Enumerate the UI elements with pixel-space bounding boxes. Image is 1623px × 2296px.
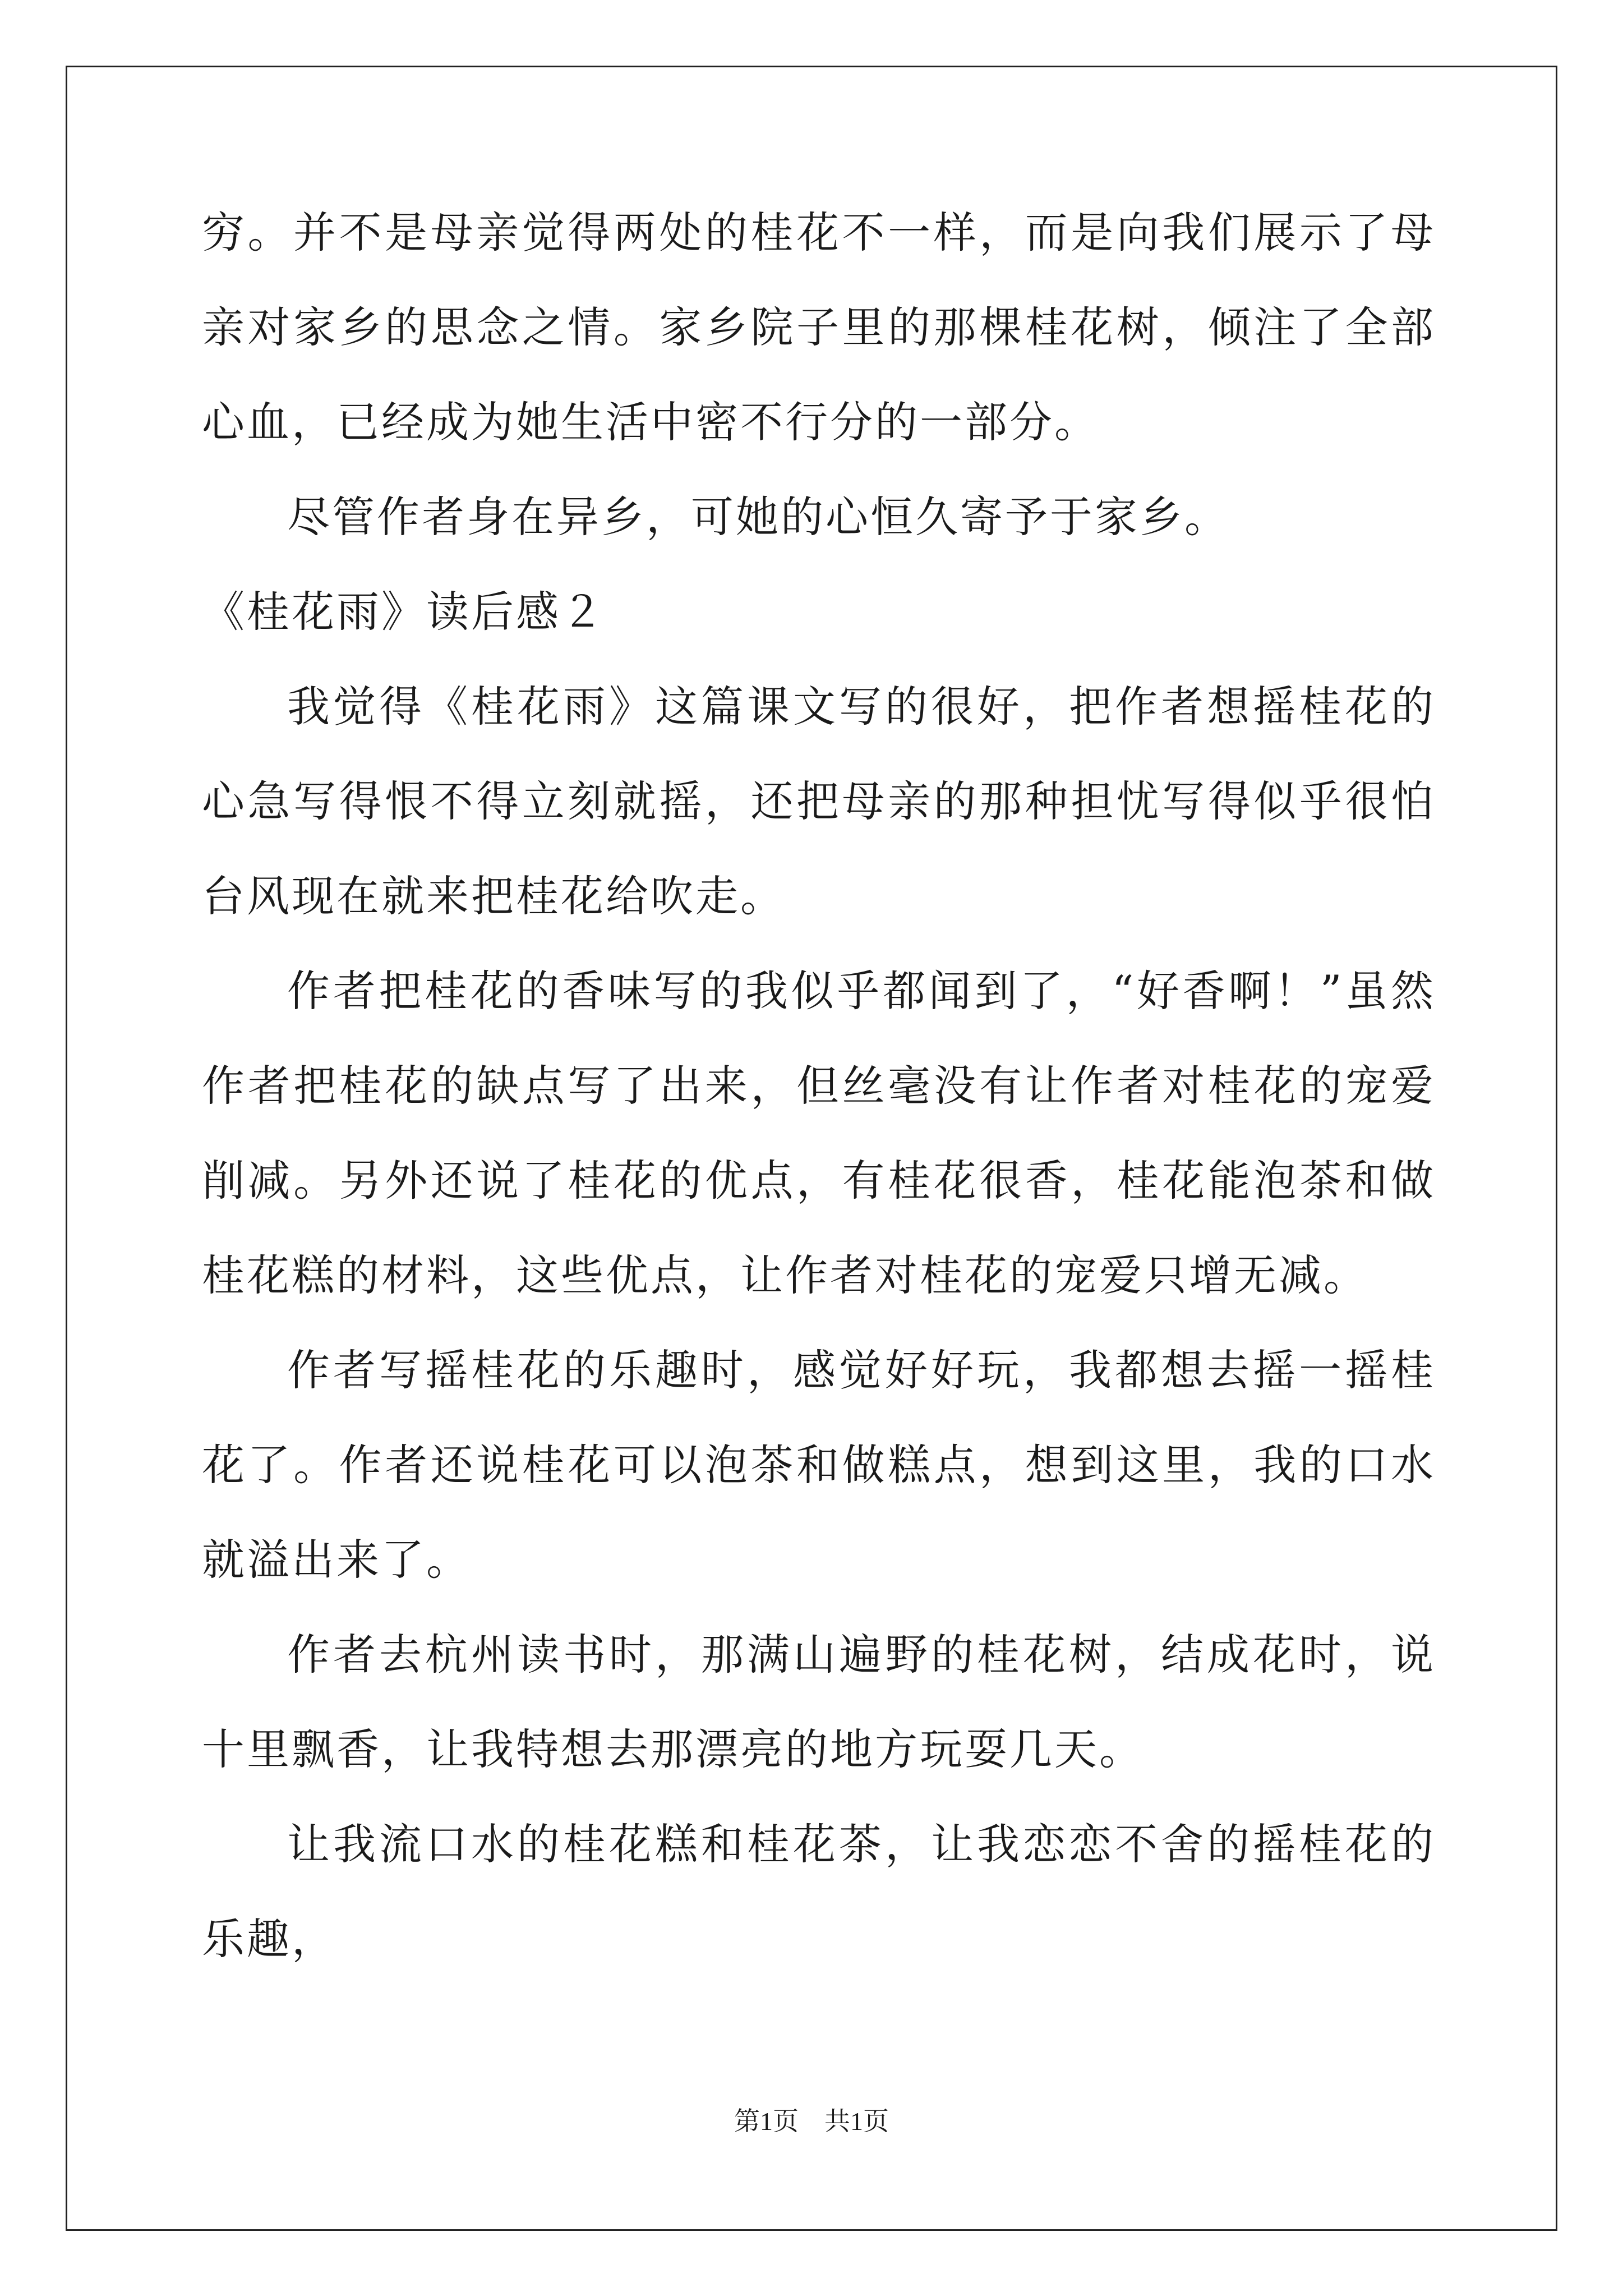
section-heading: 《桂花雨》读后感２ [202,587,606,637]
paragraph: 尽管作者身在异乡，可她的心恒久寄予于家乡。 [287,492,1229,542]
paragraph: 穷。并不是母亲觉得两处的桂花不一样，而是向我们展示了母亲对家乡的思念之情。家乡院子里的那棵桂花树，倾注了全部心血，已经成为她生活中密不行分的一部分。 [202,208,1436,447]
page-total: 共1页 [824,2107,889,2136]
paragraph: 我觉得《桂花雨》这篇课文写的很好，把作者想摇桂花的心急写得恨不得立刻就摇，还把母亲的那种担忧写得似乎很怕台风现在就来把桂花给吹走。 [202,682,1436,921]
page-number: 第1页 [734,2107,799,2136]
paragraph: 让我流口水的桂花糕和桂花茶，让我恋恋不舍的摇桂花的乐趣， [202,1819,1436,1964]
document-body [202,185,1436,1986]
paragraph: 作者写摇桂花的乐趣时，感觉好好玩，我都想去摇一摇桂花了。作者还说桂花可以泡茶和做糕点，想到这里，我的口水就溢出来了。 [202,1345,1436,1585]
page-footer [0,2101,1623,2138]
paragraph: 作者去杭州读书时，那满山遍野的桂花树，结成花时，说十里飘香，让我特想去那漂亮的地方玩耍几天。 [202,1630,1436,1774]
paragraph: 作者把桂花的香味写的我似乎都闻到了，“好香啊！”虽然作者把桂花的缺点写了出来，但丝毫没有让作者对桂花的宠爱削减。另外还说了桂花的优点，有桂花很香，桂花能泡茶和做桂花糕的材料，这些优点，让作者对桂花的宠爱只增无减。 [202,966,1436,1300]
